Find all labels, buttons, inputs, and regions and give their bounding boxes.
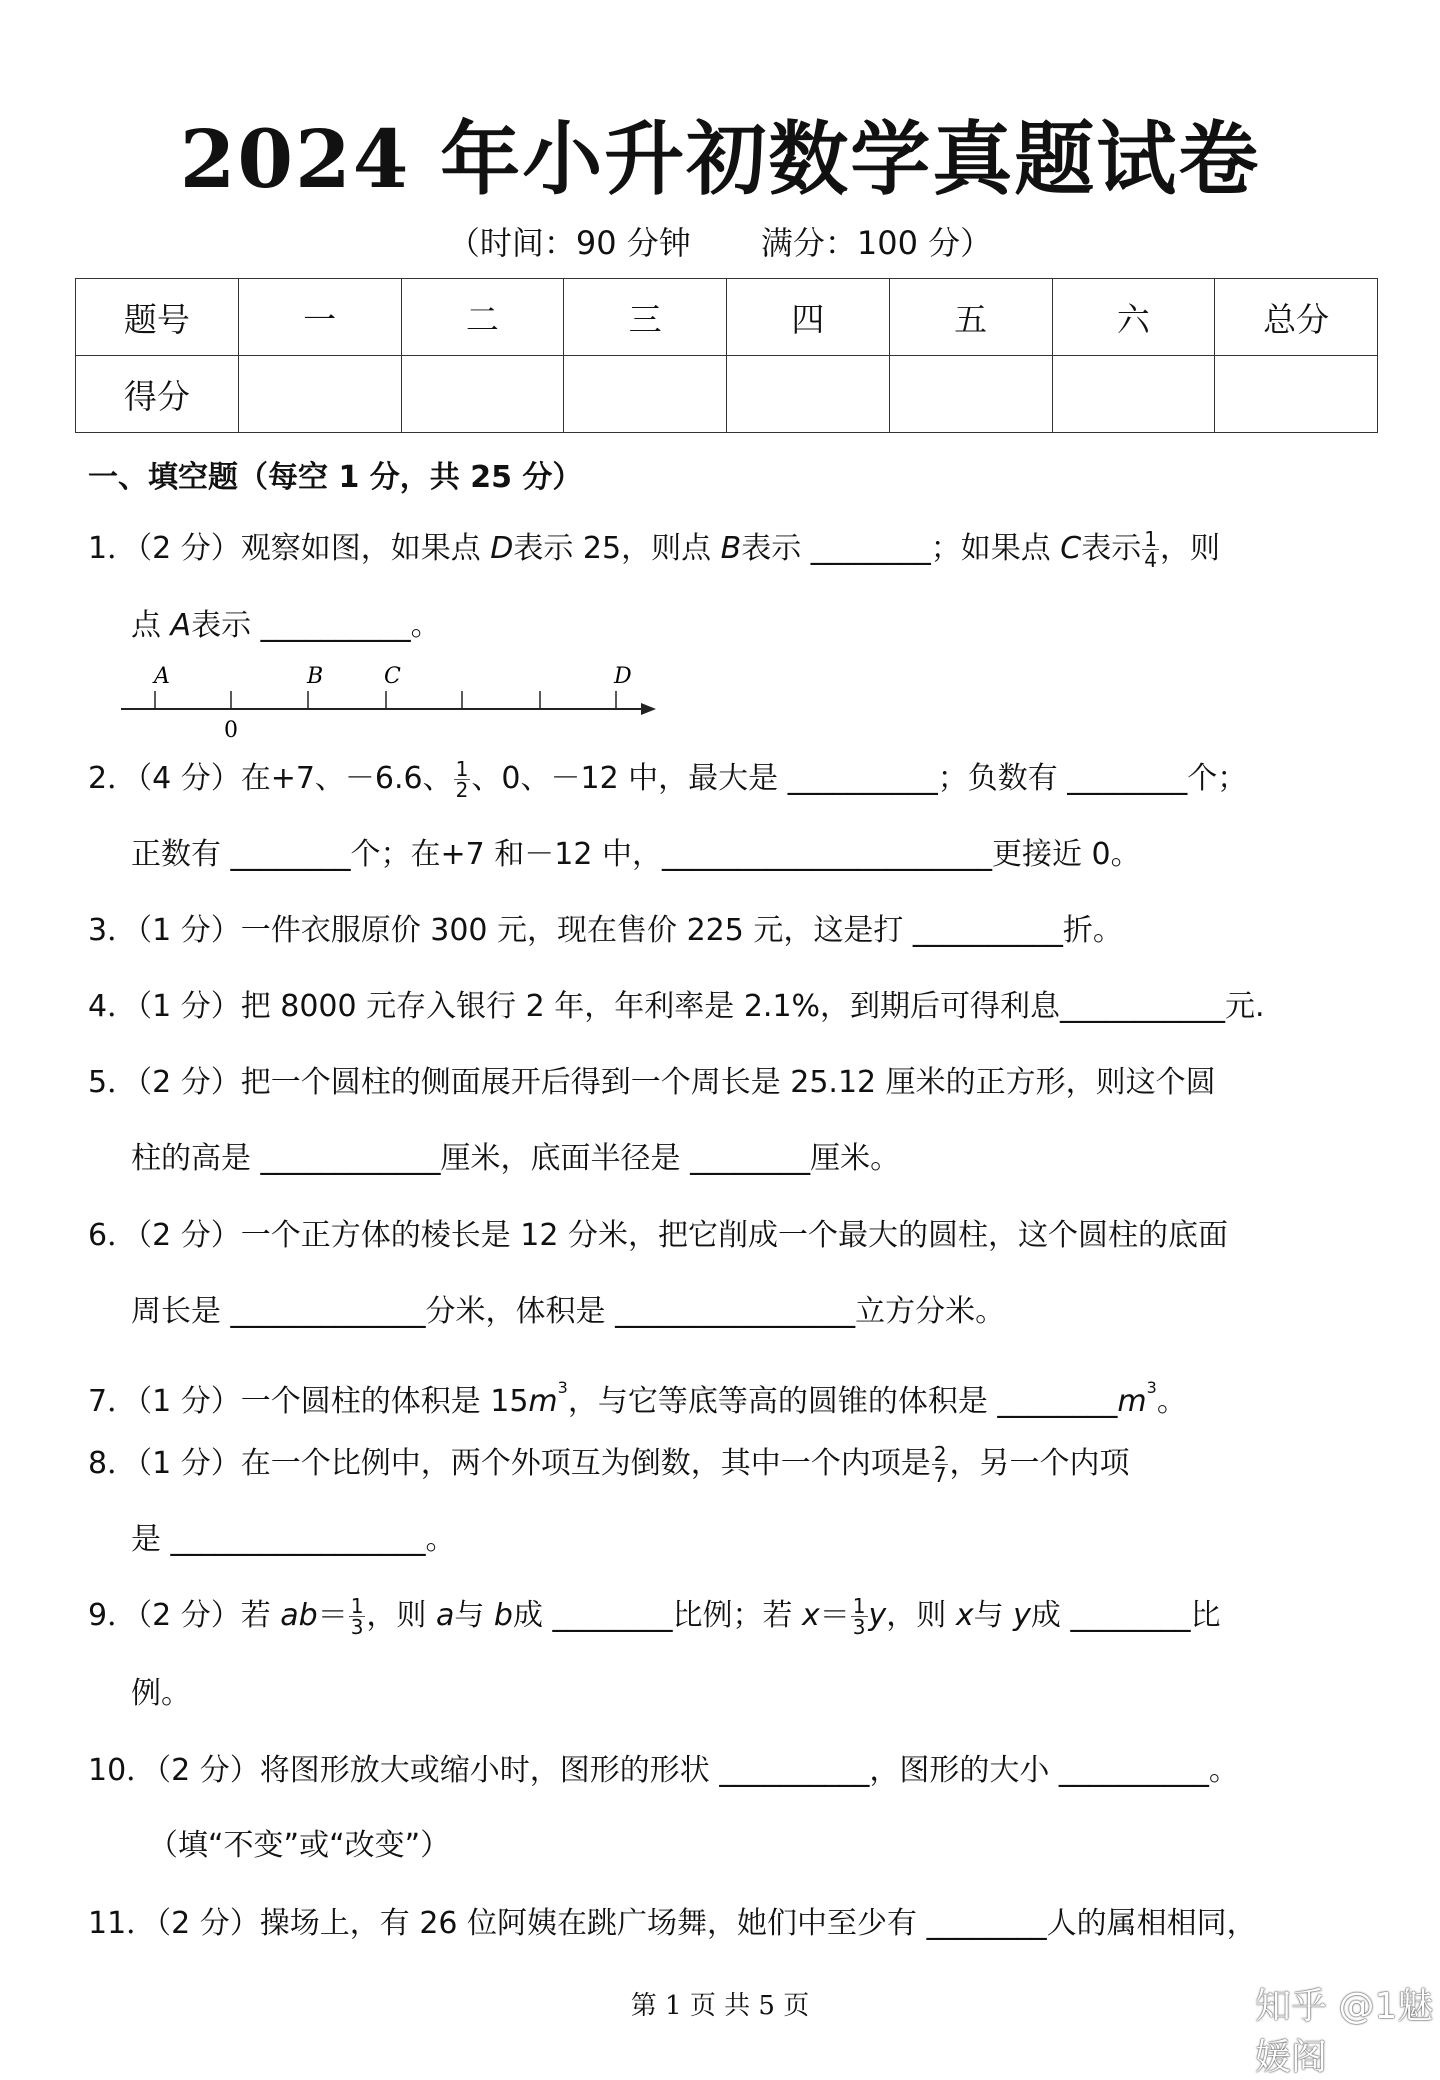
math-variable: B	[720, 531, 742, 566]
header-cell: 题号	[76, 279, 239, 356]
text-segment: 7．（1 分）一个圆柱的体积是 15	[88, 1384, 529, 1419]
text-segment: ，则	[886, 1598, 956, 1633]
question-line	[88, 1444, 1129, 1485]
text-segment: 点	[131, 608, 171, 643]
header-cell: 六	[1052, 279, 1215, 356]
score-table	[75, 278, 1378, 433]
numerator: 1	[852, 1594, 866, 1618]
score-table-header	[76, 279, 1378, 356]
page-footer: 第 1 页 共 5 页	[630, 1991, 810, 2021]
superscript: 3	[1146, 1378, 1157, 1397]
zero-label: 0	[224, 718, 238, 740]
text-segment: 9．（2 分）若	[88, 1598, 281, 1633]
text-segment: ＝	[317, 1598, 348, 1633]
fraction	[454, 759, 471, 800]
question-line	[131, 835, 1141, 875]
question-line	[88, 911, 1123, 951]
text-segment: 表示 __________。	[191, 608, 441, 643]
score-cell	[727, 356, 890, 433]
text-segment: 与	[973, 1598, 1014, 1633]
score-cell	[889, 356, 1052, 433]
math-variable: a	[435, 1598, 455, 1633]
denominator: 3	[350, 1615, 364, 1639]
question-line	[88, 987, 1265, 1027]
section-heading: 一、填空题（每空 1 分，共 25 分）	[88, 460, 583, 495]
fraction	[851, 1596, 868, 1637]
question-line	[88, 759, 1247, 800]
question-line	[131, 1139, 900, 1179]
score-row-label: 得分	[76, 356, 239, 433]
page-title: 2024 年小升初数学真题试卷	[179, 112, 1261, 206]
header-cell: 总分	[1215, 279, 1378, 356]
full-score: 满分：100 分）	[760, 224, 993, 262]
math-variable: y	[868, 1598, 887, 1633]
header-cell: 二	[401, 279, 564, 356]
time-limit: （时间：90 分钟	[447, 224, 691, 262]
text-segment: ，则	[366, 1598, 436, 1633]
point-label-b: B	[307, 664, 324, 689]
score-cell	[564, 356, 727, 433]
text-segment: 、0、－12 中，最大是 __________；负数有 ________个；	[471, 761, 1248, 796]
text-segment: 例。	[131, 1676, 191, 1711]
text-segment: ，另一个内项	[949, 1446, 1130, 1481]
text-segment: ＝	[819, 1598, 850, 1633]
math-variable: D	[490, 531, 514, 566]
denominator: 7	[933, 1463, 947, 1487]
text-segment: 1．（2 分）观察如图，如果点	[88, 531, 491, 566]
numerator: 1	[455, 757, 469, 781]
point-label-c: C	[384, 664, 401, 689]
text-segment: 。	[1156, 1384, 1187, 1419]
superscript: 3	[557, 1378, 568, 1397]
question-line	[131, 1674, 191, 1714]
score-cell	[401, 356, 564, 433]
header-cell: 一	[238, 279, 401, 356]
text-segment: 周长是 _____________分米，体积是 ________________立方分米。	[131, 1294, 1006, 1329]
point-label-d: D	[614, 664, 632, 689]
question-line	[131, 1520, 456, 1560]
question-line	[131, 606, 441, 646]
text-segment: 表示	[1081, 531, 1142, 566]
question-line	[88, 1216, 1228, 1256]
numerator: 1	[1144, 527, 1157, 551]
math-variable: m	[528, 1384, 558, 1419]
text-segment: 5．（2 分）把一个圆柱的侧面展开后得到一个周长是 25.12 厘米的正方形，则这个圆	[88, 1065, 1216, 1100]
text-segment: 是 _________________。	[131, 1522, 456, 1557]
text-segment: 成 ________比例；若	[512, 1598, 803, 1633]
arrow-head-icon	[641, 703, 656, 715]
question-line	[88, 1368, 1187, 1422]
text-segment: （填“不变”或“改变”）	[148, 1828, 451, 1863]
watermark: 知乎 @1魅媛阁	[1255, 1986, 1434, 2078]
header-cell: 四	[727, 279, 890, 356]
math-variable: y	[1013, 1598, 1031, 1633]
text-segment: ，与它等底等高的圆锥的体积是 ________	[567, 1384, 1118, 1419]
header-cell: 五	[889, 279, 1052, 356]
text-segment: 10．（2 分）将图形放大或缩小时，图形的形状 __________，图形的大小 __________。	[88, 1753, 1239, 1788]
math-variable: b	[493, 1598, 513, 1633]
question-line	[131, 1292, 1005, 1332]
text-segment: 2．（4 分）在+7、－6.6、	[88, 761, 453, 796]
exam-info	[0, 218, 1440, 264]
text-segment: 表示 ________；如果点	[741, 531, 1061, 566]
math-variable: x	[955, 1598, 974, 1633]
header-cell: 三	[564, 279, 727, 356]
math-variable: C	[1060, 531, 1082, 566]
denominator: 3	[852, 1615, 866, 1639]
text-segment: 与	[454, 1598, 494, 1633]
text-segment: 3．（1 分）一件衣服原价 300 元，现在售价 225 元，这是打 __________折。	[88, 913, 1123, 948]
question-line	[88, 1063, 1216, 1103]
text-segment: 成 ________比	[1030, 1598, 1221, 1633]
score-cell	[1215, 356, 1378, 433]
text-segment: 6．（2 分）一个正方体的棱长是 12 分米，把它削成一个最大的圆柱，这个圆柱的底面	[88, 1218, 1228, 1253]
math-variable: A	[170, 608, 192, 643]
text-segment: 8．（1 分）在一个比例中，两个外项互为倒数，其中一个内项是	[88, 1446, 931, 1481]
text-segment: 11．（2 分）操场上，有 26 位阿姨在跳广场舞，她们中至少有 ________人的属相相同，	[88, 1906, 1257, 1941]
math-variable: ab	[280, 1598, 318, 1633]
text-segment: 柱的高是 ____________厘米，底面半径是 ________厘米。	[131, 1141, 901, 1176]
number-line-figure	[115, 655, 675, 740]
question-line	[148, 1826, 450, 1866]
text-segment: 正数有 ________个；在+7 和－12 中，______________________更接近 0。	[131, 837, 1141, 872]
score-cell	[238, 356, 401, 433]
denominator: 4	[1144, 548, 1157, 572]
fraction	[349, 1596, 366, 1637]
question-line	[88, 1751, 1239, 1791]
math-variable: m	[1117, 1384, 1147, 1419]
fraction	[932, 1444, 949, 1485]
fraction	[1142, 529, 1159, 570]
math-variable: x	[802, 1598, 820, 1633]
question-line	[88, 529, 1220, 570]
numerator: 1	[350, 1594, 364, 1618]
question-line	[88, 1596, 1220, 1637]
denominator: 2	[455, 778, 469, 802]
score-cell	[1052, 356, 1215, 433]
score-row	[76, 356, 1378, 433]
question-line	[88, 1904, 1257, 1944]
numerator: 2	[933, 1442, 947, 1466]
text-segment: 表示 25，则点	[513, 531, 721, 566]
point-label-a: A	[154, 664, 170, 689]
text-segment: ，则	[1159, 531, 1220, 566]
text-segment: 4．（1 分）把 8000 元存入银行 2 年，年利率是 2.1%，到期后可得利息___________元.	[88, 989, 1265, 1024]
